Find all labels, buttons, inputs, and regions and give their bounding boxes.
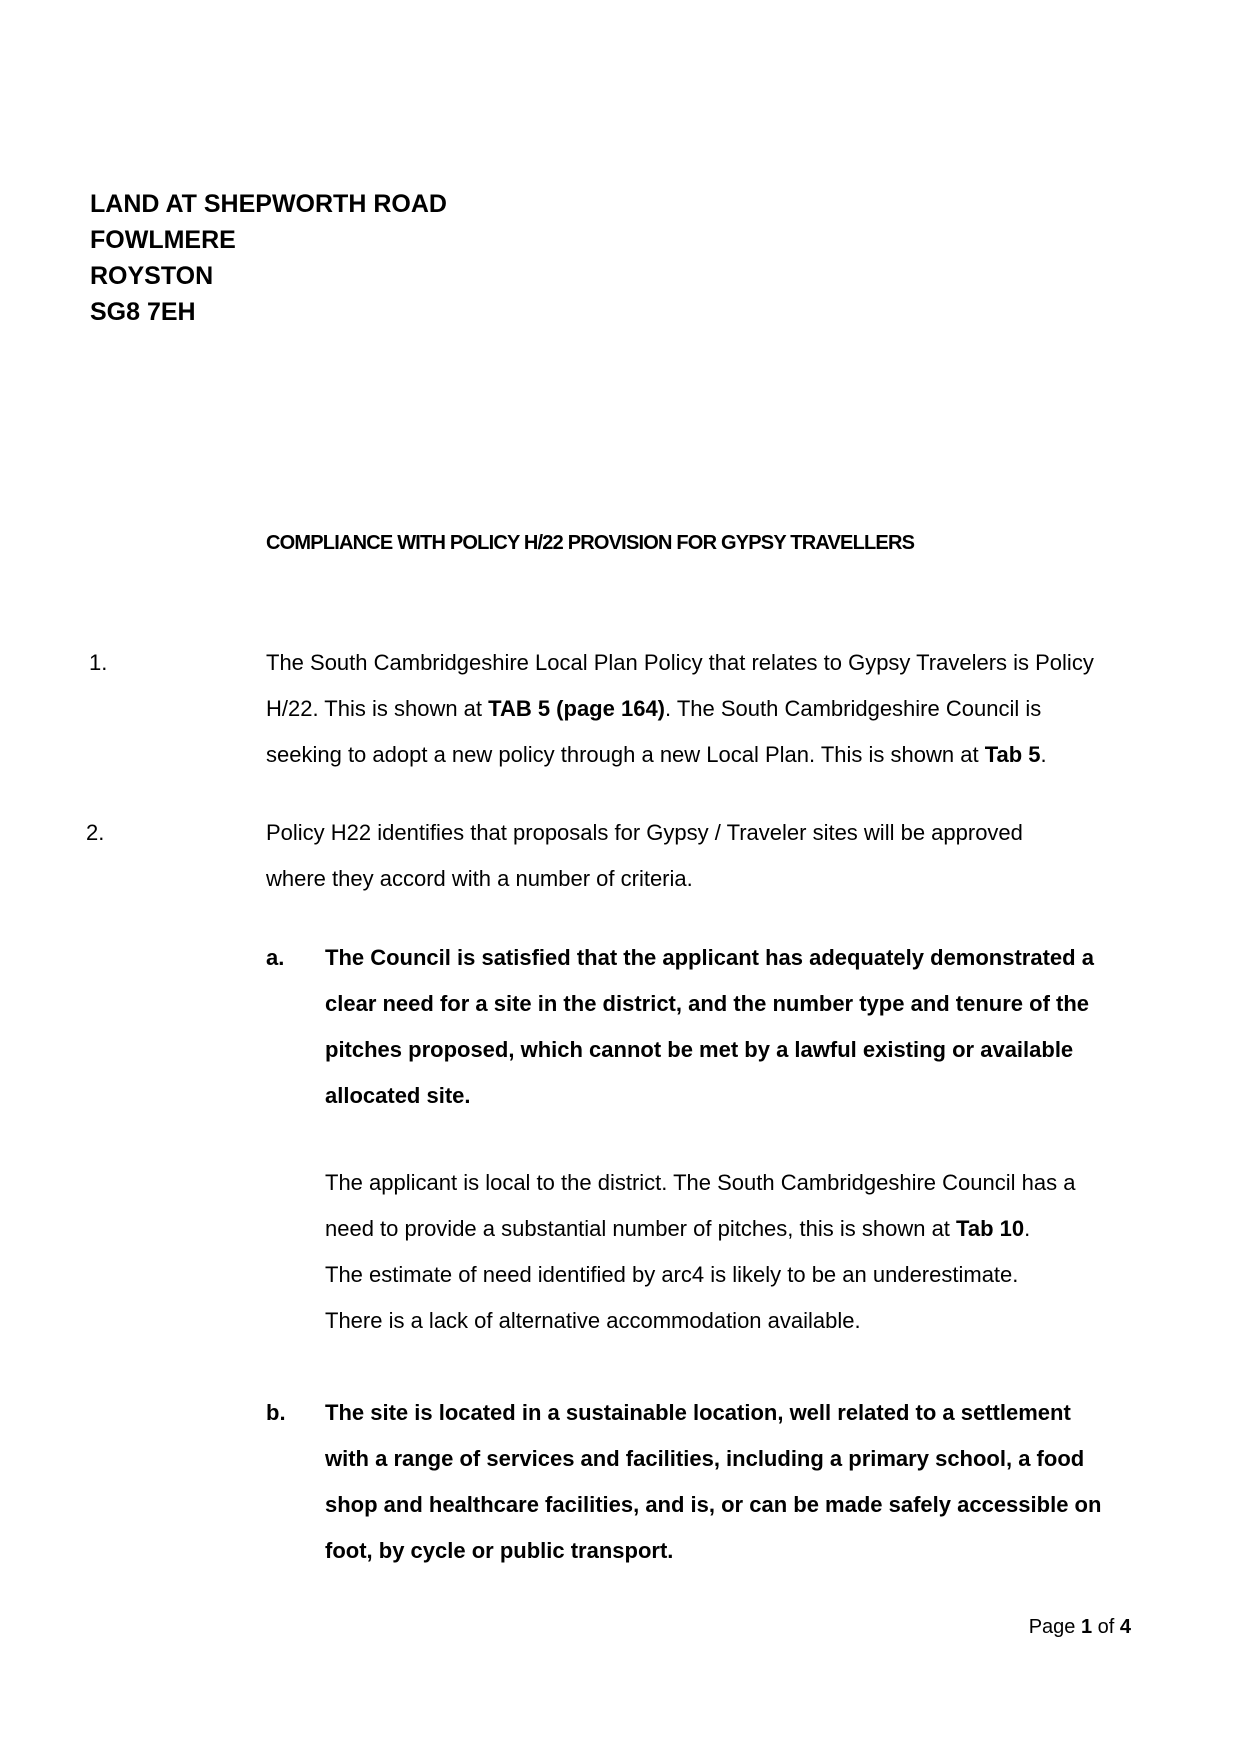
criterion-b-line-2: with a range of services and facilities, including a primary school, a food bbox=[325, 1446, 1085, 1471]
address-line-1: LAND AT SHEPWORTH ROAD bbox=[90, 190, 447, 218]
address-line-2: FOWLMERE bbox=[90, 226, 236, 254]
response-a-line-4: There is a lack of alternative accommodation available. bbox=[325, 1308, 861, 1333]
criterion-a-line-3: pitches proposed, which cannot be met by a lawful existing or available bbox=[325, 1037, 1074, 1062]
page-number: Page 1 of 4 bbox=[1028, 1616, 1131, 1638]
tab-5-ref: Tab 5 bbox=[984, 742, 1041, 767]
paragraph-1-line-1: The South Cambridgeshire Local Plan Policy that relates to Gypsy Travelers is Policy bbox=[266, 650, 1094, 675]
criterion-a-line-1: The Council is satisfied that the applicant has adequately demonstrated a bbox=[325, 945, 1094, 970]
paragraph-1-line-3: seeking to adopt a new policy through a new Local Plan. This is shown at Tab 5. bbox=[266, 742, 1047, 767]
paragraph-2-number: 2. bbox=[86, 820, 105, 845]
criterion-b bbox=[325, 1390, 1125, 1574]
criterion-a bbox=[325, 935, 1125, 1119]
address-postcode: SG8 7EH bbox=[90, 298, 196, 326]
criterion-a-line-2: clear need for a site in the district, and the number type and tenure of the bbox=[325, 991, 1090, 1016]
tab-10-ref: Tab 10 bbox=[956, 1216, 1025, 1241]
current-page: 1 bbox=[1080, 1616, 1093, 1638]
paragraph-1-line-2: H/22. This is shown at TAB 5 (page 164). The South Cambridgeshire Council is bbox=[266, 696, 1042, 721]
paragraph-2 bbox=[266, 810, 1116, 902]
criterion-b-line-1: The site is located in a sustainable location, well related to a settlement bbox=[325, 1400, 1071, 1425]
criterion-b-line-4: foot, by cycle or public transport. bbox=[325, 1538, 674, 1563]
paragraph-1-number: 1. bbox=[89, 650, 108, 675]
paragraph-2-line-2: where they accord with a number of criteria. bbox=[266, 866, 693, 891]
response-a-line-3: The estimate of need identified by arc4 is likely to be an underestimate. bbox=[325, 1262, 1019, 1287]
tab-5-page-ref: TAB 5 (page 164) bbox=[488, 696, 665, 721]
address-block bbox=[90, 186, 447, 330]
paragraph-1 bbox=[266, 640, 1116, 778]
criterion-b-line-3: shop and healthcare facilities, and is, or can be made safely accessible on bbox=[325, 1492, 1102, 1517]
document-title: COMPLIANCE WITH POLICY H/22 PROVISION FOR GYPSY TRAVELLERS bbox=[266, 532, 915, 554]
paragraph-2-line-1: Policy H22 identifies that proposals for Gypsy / Traveler sites will be approved bbox=[266, 820, 1023, 845]
criterion-a-response bbox=[325, 1160, 1125, 1344]
criterion-b-letter: b. bbox=[266, 1400, 286, 1425]
response-a-line-2: need to provide a substantial number of pitches, this is shown at Tab 10. bbox=[325, 1216, 1031, 1241]
criterion-a-letter: a. bbox=[266, 945, 285, 970]
address-line-3: ROYSTON bbox=[90, 262, 214, 290]
response-a-line-1: The applicant is local to the district. The South Cambridgeshire Council has a bbox=[325, 1170, 1076, 1195]
criterion-a-line-4: allocated site. bbox=[325, 1083, 471, 1108]
total-pages: 4 bbox=[1119, 1616, 1131, 1638]
